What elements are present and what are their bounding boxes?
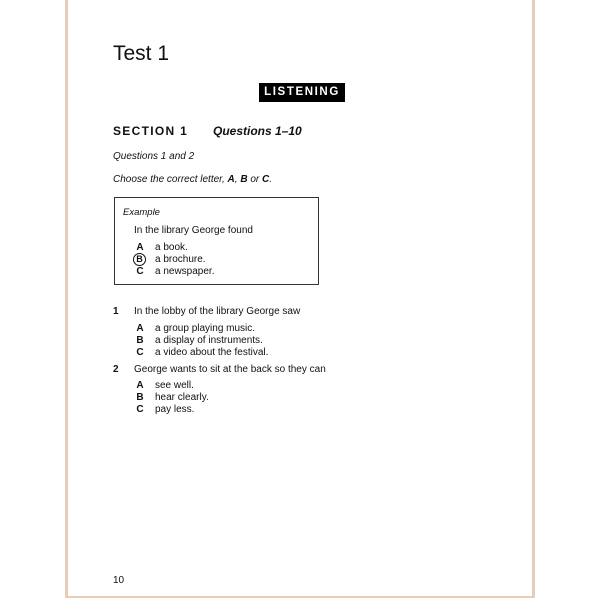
example-option-letter: A — [136, 242, 144, 253]
question-number: 1 — [113, 306, 119, 317]
question-option-text: pay less. — [155, 404, 195, 415]
questions-subheading: Questions 1 and 2 — [113, 151, 195, 162]
section-questions-range: Questions 1–10 — [213, 124, 302, 138]
question-stem: George wants to sit at the back so they can — [134, 364, 326, 375]
example-option-text: a book. — [155, 242, 188, 253]
question-option-letter: C — [136, 347, 144, 358]
question-option-letter: B — [136, 392, 144, 403]
question-option-text: see well. — [155, 380, 194, 391]
listening-section-badge: LISTENING — [259, 83, 345, 102]
question-option-letter: A — [136, 323, 144, 334]
question-stem: In the lobby of the library George saw — [134, 306, 301, 317]
section-title: SECTION 1 — [113, 124, 189, 138]
question-number: 2 — [113, 364, 119, 375]
example-option-letter-circled: B — [133, 253, 146, 266]
test-title: Test 1 — [113, 42, 170, 65]
question-option-text: a video about the festival. — [155, 347, 269, 358]
page-number: 10 — [113, 575, 125, 586]
question-option-letter: B — [136, 335, 144, 346]
instruction-text: Choose the correct letter, A, B or C. — [113, 174, 273, 185]
question-option-text: a display of instruments. — [155, 335, 263, 346]
question-option-text: a group playing music. — [155, 323, 256, 334]
question-option-letter: C — [136, 404, 144, 415]
example-option-text: a brochure. — [155, 254, 206, 265]
example-stem: In the library George found — [134, 225, 253, 236]
question-option-letter: A — [136, 380, 144, 391]
question-option-text: hear clearly. — [155, 392, 209, 403]
example-option-text: a newspaper. — [155, 266, 215, 277]
example-label: Example — [123, 207, 160, 218]
example-option-letter: C — [136, 266, 144, 277]
